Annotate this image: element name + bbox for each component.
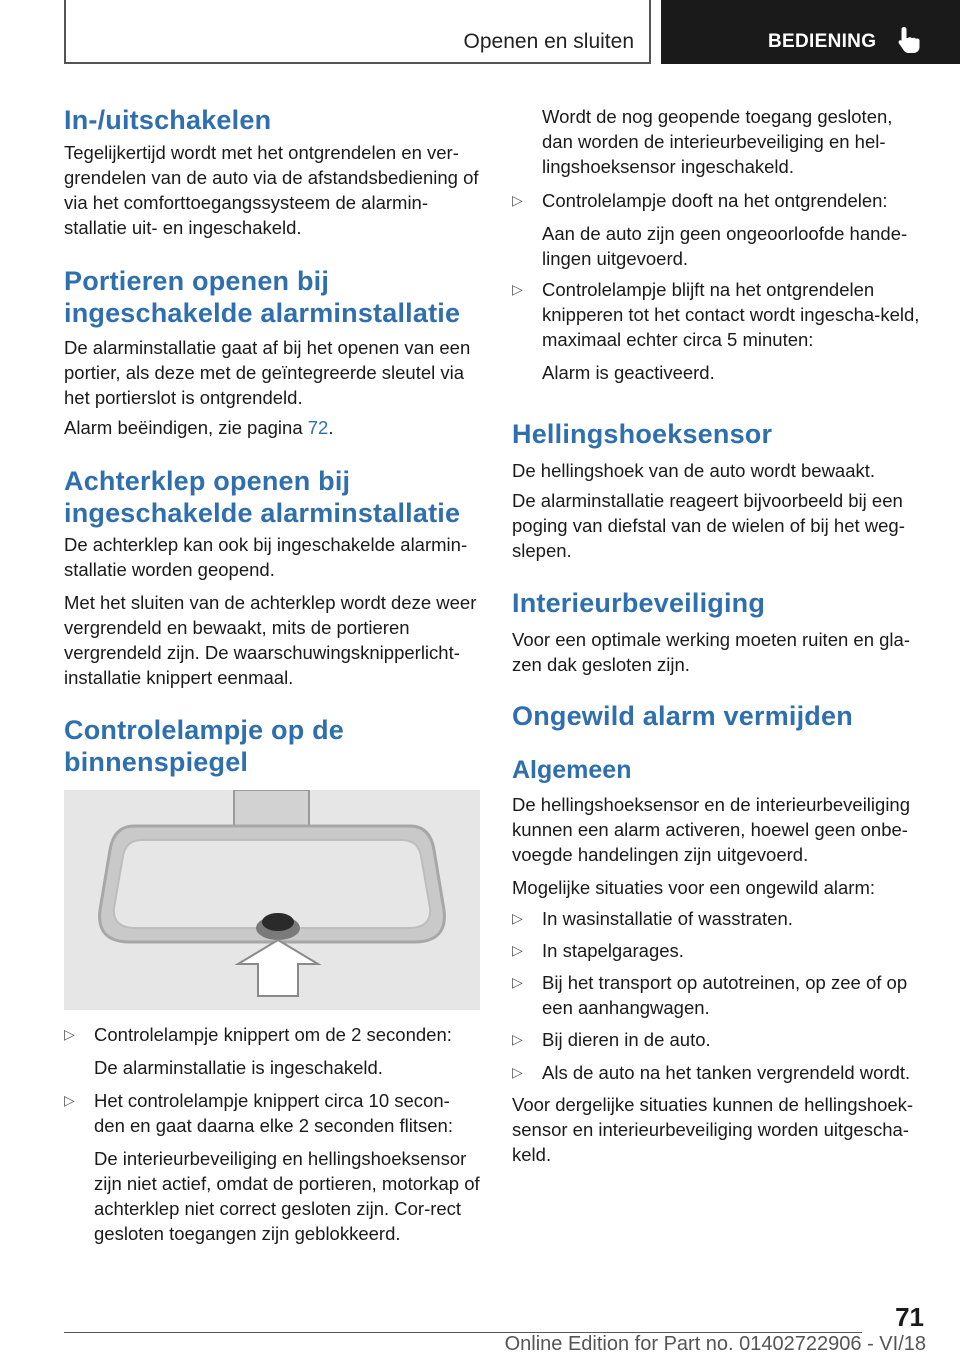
list-item xyxy=(512,1060,928,1085)
triangle-bullet-icon: ▷ xyxy=(512,1031,523,1047)
paragraph-algemeen-1: De hellingshoeksensor en de interieurbeveiliging kunnen een alarm activeren, hoewel geen onbe‐voegde handelingen zijn uitgevoerd. xyxy=(512,794,911,865)
list-item xyxy=(512,1027,928,1052)
paragraph-achterklep-1: De achterklep kan ook bij ingeschakelde alarmin‐stallatie worden geopend. xyxy=(64,534,468,580)
header-section-title: Openen en sluiten xyxy=(463,30,634,53)
paragraph-helling-2: De alarminstallatie reageert bijvoorbeeld bij een poging van diefstal van de wielen of bij het weg‐slepen. xyxy=(512,490,905,561)
arrow-up-icon xyxy=(238,940,318,996)
list-item-text: In wasinstallatie of wasstraten. xyxy=(542,908,793,929)
paragraph-alarm-beeindigen xyxy=(64,415,480,440)
header-rule-bottom xyxy=(64,62,650,64)
list-item xyxy=(64,1088,480,1246)
heading-algemeen: Algemeen xyxy=(512,756,632,784)
paragraph-slot: Voor dergelijke situaties kunnen de hellingshoek‐sensor en interieurbeveiliging worden uitgescha‐keld. xyxy=(512,1094,914,1165)
list-item-subtext: Aan de auto zijn geen ongeoorloofde hande‐lingen uitgevoerd. xyxy=(542,223,908,269)
list-item-text: Het controlelampje knippert circa 10 secon‐den en gaat daarna elke 2 seconden flitsen: xyxy=(94,1090,453,1136)
paragraph-helling-1: De hellingshoek van de auto wordt bewaakt. xyxy=(512,460,876,481)
heading-in-uitschakelen: In-/uitschakelen xyxy=(64,105,272,135)
list-item xyxy=(512,277,928,385)
footer-edition: Online Edition for Part no. 01402722906 - VI/18 xyxy=(504,1333,926,1355)
list-item-subtext: De alarminstallatie is ingeschakeld. xyxy=(94,1057,383,1078)
page-link-72[interactable]: 72 xyxy=(307,417,329,438)
mirror-drawing xyxy=(64,790,480,1010)
triangle-bullet-icon: ▷ xyxy=(64,1092,75,1108)
rearview-mirror-illustration xyxy=(64,790,480,1010)
list-item-text: In stapelgarages. xyxy=(542,940,684,961)
list-item-subtext: Alarm is geactiveerd. xyxy=(542,362,715,383)
alarm-beeindigen-text: Alarm beëindigen, zie pagina xyxy=(64,417,308,438)
triangle-bullet-icon: ▷ xyxy=(512,974,523,990)
header-rule-left xyxy=(64,0,66,64)
triangle-bullet-icon: ▷ xyxy=(512,1064,523,1080)
header-chapter-tab[interactable] xyxy=(661,0,960,64)
header-rule-mid xyxy=(649,0,651,64)
alarm-beeindigen-suffix: . xyxy=(328,417,334,438)
heading-ongewild-alarm: Ongewild alarm vermijden xyxy=(512,701,853,731)
list-item xyxy=(512,906,928,931)
list-item-text: Controlelampje dooft na het ontgrendelen: xyxy=(542,190,888,211)
heading-controlelampje: Controlelampje op de binnenspiegel xyxy=(64,715,345,777)
pointing-hand-icon xyxy=(897,26,923,54)
indicator-lamp xyxy=(262,913,294,931)
list-item-text: Bij het transport op autotreinen, op zee of op een aanhangwagen. xyxy=(542,972,908,1018)
list-item-subtext: De interieurbeveiliging en hellingshoeksensor zijn niet actief, omdat de portieren, motorkap of achterklep niet correct gesloten zijn. Cor‐rect gesloten toegangen zijn geblokkeerd. xyxy=(94,1148,480,1244)
triangle-bullet-icon: ▷ xyxy=(64,1026,75,1042)
list-item xyxy=(512,188,928,271)
triangle-bullet-icon: ▷ xyxy=(512,192,523,208)
triangle-bullet-icon: ▷ xyxy=(512,942,523,958)
list-item-text: Controlelampje knippert om de 2 seconden: xyxy=(94,1024,452,1045)
triangle-bullet-icon: ▷ xyxy=(512,281,523,297)
list-item-text: Bij dieren in de auto. xyxy=(542,1029,711,1050)
heading-achterklep-openen: Achterklep openen bij ingeschakelde alarminstallatie xyxy=(64,466,461,528)
paragraph-continued: Wordt de nog geopende toegang gesloten, dan worden de interieurbeveiliging en hel‐lingshoeksensor ingeschakeld. xyxy=(542,106,893,177)
list-item xyxy=(64,1022,480,1080)
list-item xyxy=(512,970,928,1020)
paragraph-algemeen-2: Mogelijke situaties voor een ongewild alarm: xyxy=(512,877,875,898)
heading-hellingshoeksensor: Hellingshoeksensor xyxy=(512,419,773,449)
list-item-text: Controlelampje blijft na het ontgrendelen knipperen tot het contact wordt ingescha‐keld, maximaal echter circa 5 minuten: xyxy=(542,279,920,350)
paragraph-in-uitschakelen: Tegelijkertijd wordt met het ontgrendelen en ver‐grendelen van de auto via de afstandsbediening of via het comforttoegangssysteem de alarmin‐stallatie uit- en ingeschakeld. xyxy=(64,142,479,238)
paragraph-interieur: Voor een optimale werking moeten ruiten en gla‐zen dak gesloten zijn. xyxy=(512,629,910,675)
heading-portieren-openen: Portieren openen bij ingeschakelde alarminstallatie xyxy=(64,266,461,328)
list-item-text: Als de auto na het tanken vergrendeld wordt. xyxy=(542,1062,911,1083)
header-chapter-label: BEDIENING xyxy=(768,31,877,52)
triangle-bullet-icon: ▷ xyxy=(512,910,523,926)
paragraph-achterklep-2: Met het sluiten van de achterklep wordt deze weer vergrendeld en bewaakt, mits de portieren vergrendeld zijn. De waarschuwingsknipperlicht‐installatie knippert eenmaal. xyxy=(64,592,477,688)
paragraph-portieren-openen: De alarminstallatie gaat af bij het openen van een portier, als deze met de geïntegreerde sleutel via het portierslot is ontgrendeld. xyxy=(64,337,471,408)
heading-interieurbeveiliging: Interieurbeveiliging xyxy=(512,588,766,618)
list-item xyxy=(512,938,928,963)
page-number: 71 xyxy=(895,1302,924,1332)
